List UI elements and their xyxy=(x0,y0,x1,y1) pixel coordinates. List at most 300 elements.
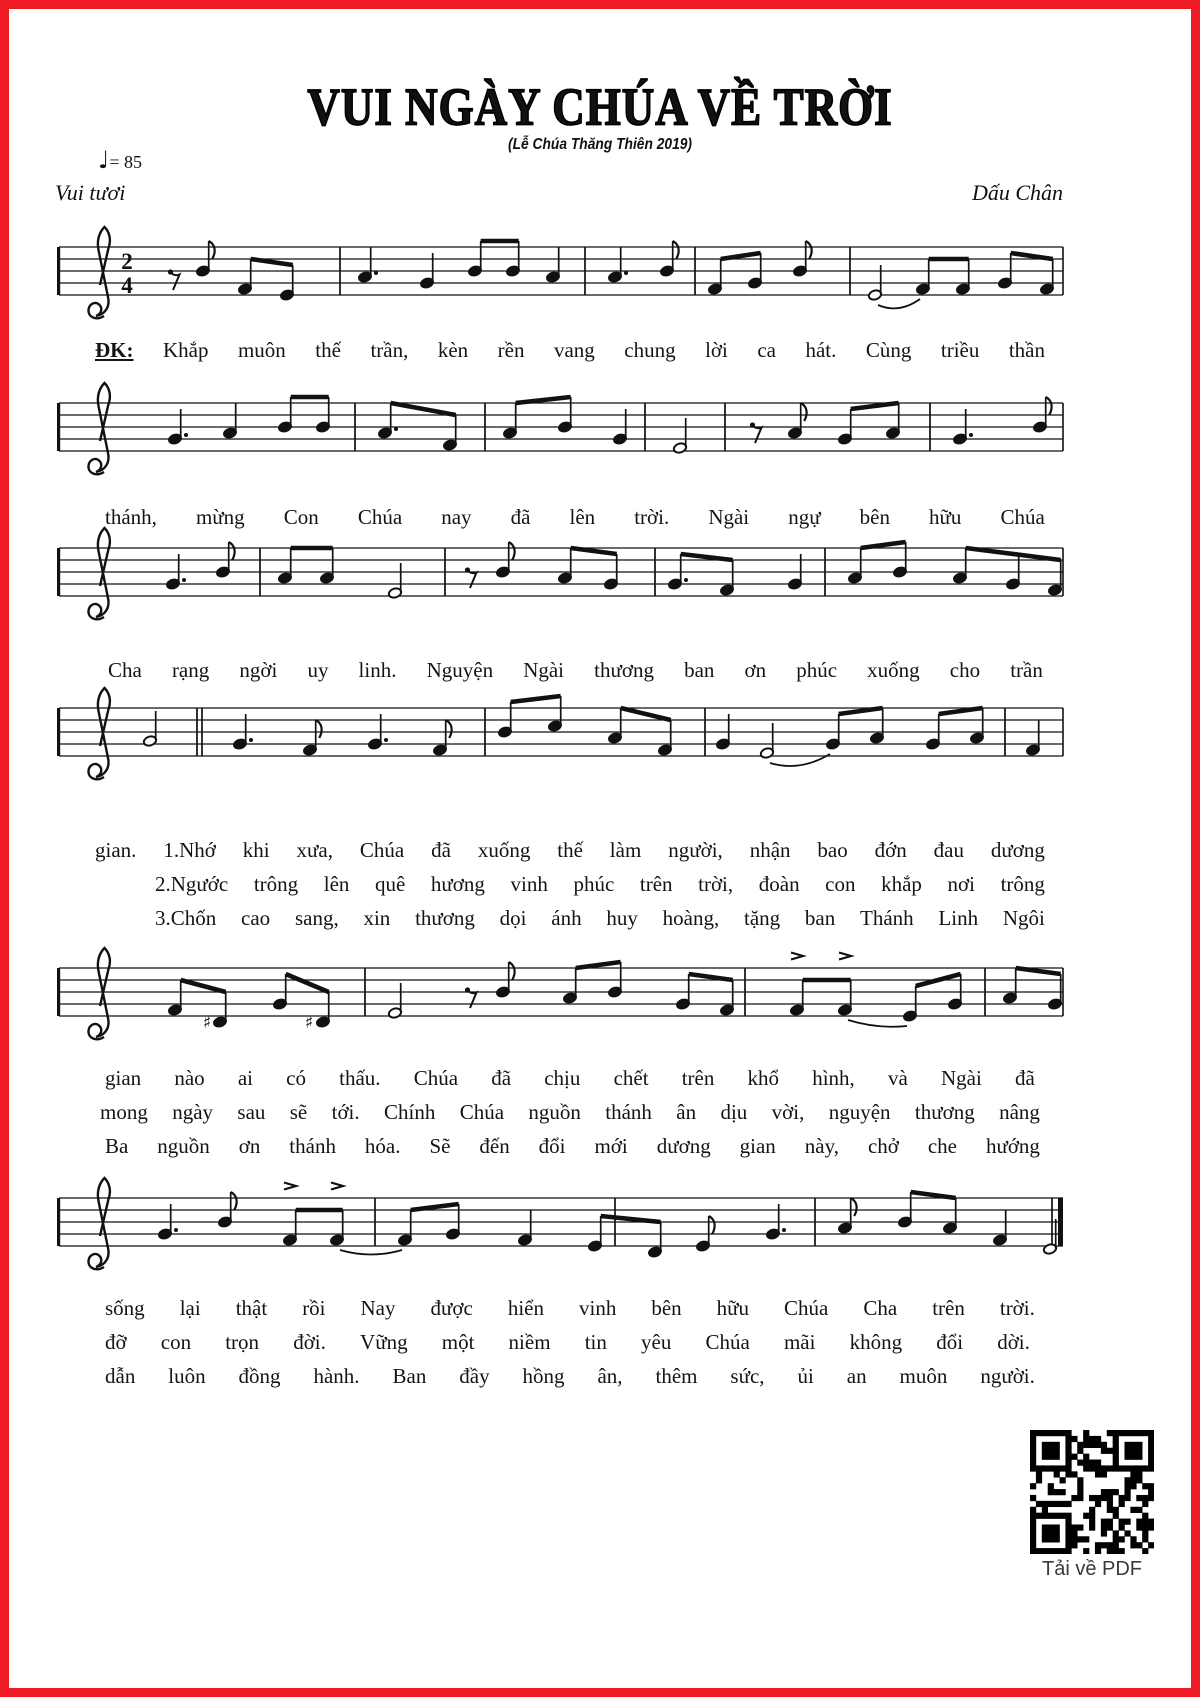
qr-module xyxy=(1077,1524,1083,1530)
beam xyxy=(286,974,329,992)
lyric-word: trên xyxy=(639,872,673,896)
system-bracket xyxy=(57,403,60,451)
lyric-word: ngời xyxy=(239,658,278,682)
lyric-word: đã xyxy=(510,505,531,529)
qr-module xyxy=(1130,1442,1136,1448)
staff-system-5 xyxy=(55,943,1065,1055)
lyric-word: vinh xyxy=(510,872,548,896)
qr-module xyxy=(1042,1548,1048,1554)
treble-clef-icon xyxy=(88,227,109,318)
lyric-word: hồng xyxy=(522,1364,565,1388)
eighth-flag xyxy=(1046,397,1052,415)
lyric-word: nguyện xyxy=(828,1100,891,1124)
expression-marking: Vui tươi xyxy=(55,180,126,205)
song-title: VUI NGÀY CHÚA VỀ TRỜI xyxy=(307,77,893,137)
qr-module xyxy=(1048,1513,1054,1519)
qr-module xyxy=(1142,1513,1148,1519)
qr-module xyxy=(1148,1519,1154,1525)
qr-module xyxy=(1136,1542,1142,1548)
eighth-flag xyxy=(851,1198,857,1216)
qr-module xyxy=(1030,1513,1036,1519)
composer-credit: Dấu Chân xyxy=(971,180,1063,205)
qr-module xyxy=(1124,1530,1130,1536)
qr-module xyxy=(1113,1548,1119,1554)
staff-system-4 xyxy=(55,683,1065,795)
quarter-note-icon: ♩ xyxy=(98,146,110,174)
tempo-marking xyxy=(98,146,142,174)
lyric-word: sức, xyxy=(730,1364,765,1388)
lyric-word: chung xyxy=(624,338,676,362)
lyric-word: trời, xyxy=(698,872,734,896)
qr-module xyxy=(1148,1460,1154,1466)
lyric-word: tặng xyxy=(743,906,781,930)
lyric-word: thánh xyxy=(605,1100,652,1124)
system-bracket xyxy=(57,1198,60,1246)
lyric-word: nào xyxy=(174,1066,205,1090)
lyric-word: ủi xyxy=(797,1364,814,1388)
lyric-word: chết xyxy=(613,1066,649,1090)
qr-module xyxy=(1065,1536,1071,1542)
lyric-word: nhận xyxy=(749,838,791,862)
beam xyxy=(1016,968,1061,974)
qr-module xyxy=(1042,1454,1048,1460)
lyric-word: một xyxy=(441,1330,475,1354)
lyric-word: xuống xyxy=(477,838,531,862)
lyric-word: không xyxy=(849,1330,903,1354)
qr-module xyxy=(1124,1442,1130,1448)
eighth-rest-icon xyxy=(468,571,477,588)
lyric-word: niềm xyxy=(508,1330,551,1354)
accent-mark xyxy=(839,953,851,960)
qr-module xyxy=(1048,1483,1054,1489)
lyric-word: chịu xyxy=(544,1066,581,1090)
lyric-word: trông xyxy=(1000,872,1045,896)
lyric-word: Ngài xyxy=(940,1066,982,1090)
lyric-word: con xyxy=(160,1330,192,1354)
lyric-word: tới. xyxy=(331,1100,360,1124)
augmentation-dot xyxy=(182,578,186,582)
lyric-word: Nguyện xyxy=(426,658,494,682)
qr-module xyxy=(1089,1513,1095,1519)
lyric-word: kèn xyxy=(437,338,469,362)
qr-module xyxy=(1071,1524,1077,1530)
augmentation-dot xyxy=(174,1228,178,1232)
augmentation-dot xyxy=(184,433,188,437)
lyric-word: 1.Nhớ xyxy=(163,838,216,862)
page-border-top xyxy=(0,0,1200,9)
qr-module xyxy=(1042,1430,1048,1436)
qr-module xyxy=(1095,1436,1101,1442)
qr-module xyxy=(1065,1519,1071,1525)
qr-module xyxy=(1048,1489,1054,1495)
lyric-word: thấu. xyxy=(339,1066,381,1090)
qr-module xyxy=(1048,1448,1054,1454)
qr-module xyxy=(1113,1507,1119,1513)
staff-system-6 xyxy=(55,1173,1065,1285)
qr-module xyxy=(1065,1471,1071,1477)
lyric-word: đổi xyxy=(538,1134,566,1158)
time-signature-top: 2 xyxy=(121,249,133,274)
lyric-word: dẫn xyxy=(105,1364,136,1388)
qr-module xyxy=(1089,1436,1095,1442)
lyric-word: Chúa xyxy=(413,1066,459,1090)
lyric-verse2-line-1 xyxy=(155,872,1045,897)
lyric-word: ĐK: xyxy=(95,338,134,362)
qr-module xyxy=(1148,1436,1154,1442)
lyric-word: nơi xyxy=(947,872,975,896)
qr-module xyxy=(1119,1548,1125,1554)
qr-module xyxy=(1136,1471,1142,1477)
lyric-word: ban xyxy=(684,658,715,682)
qr-module xyxy=(1107,1519,1113,1525)
tie-slur xyxy=(848,1020,907,1027)
lyric-word: an xyxy=(846,1364,867,1388)
lyric-word: nay xyxy=(441,505,472,529)
beam xyxy=(571,548,617,554)
qr-module xyxy=(1030,1430,1036,1436)
lyric-word: Ngôi xyxy=(1002,906,1045,930)
qr-module xyxy=(1030,1483,1036,1489)
qr-module xyxy=(1136,1507,1142,1513)
lyric-word: đỡ xyxy=(105,1330,127,1354)
treble-clef-icon xyxy=(88,528,109,619)
lyric-word: và xyxy=(887,1066,908,1090)
eighth-flag xyxy=(709,1216,715,1234)
qr-module xyxy=(1148,1448,1154,1454)
lyric-verse2-line-3 xyxy=(105,1330,1030,1355)
lyric-word: trọn xyxy=(225,1330,260,1354)
beam xyxy=(391,403,456,415)
qr-module xyxy=(1142,1430,1148,1436)
lyric-verse1-line-2 xyxy=(105,1066,1035,1091)
lyric-word: đau xyxy=(933,838,964,862)
lyric-word: hương xyxy=(430,872,485,896)
lyric-word: Chúa xyxy=(459,1100,505,1124)
system-bracket xyxy=(57,247,60,295)
song-subtitle: (Lễ Chúa Thăng Thiên 2019) xyxy=(507,135,693,154)
lyric-word: nguồn xyxy=(157,1134,210,1158)
lyric-word: đổi xyxy=(936,1330,964,1354)
lyric-word: hiển xyxy=(507,1296,544,1320)
qr-module xyxy=(1048,1454,1054,1460)
qr-module xyxy=(1065,1530,1071,1536)
lyric-word: cao xyxy=(241,906,271,930)
download-pdf-link[interactable]: Tải về PDF xyxy=(1041,1558,1143,1580)
qr-module xyxy=(1130,1536,1136,1542)
qr-module xyxy=(1113,1460,1119,1466)
qr-module xyxy=(1071,1495,1077,1501)
augmentation-dot xyxy=(394,427,398,431)
qr-module xyxy=(1124,1519,1130,1525)
qr-module xyxy=(1113,1542,1119,1548)
lyric-word: che xyxy=(927,1134,957,1158)
lyric-word: ban xyxy=(804,906,836,930)
beam xyxy=(966,548,1061,560)
lyric-word: Ban xyxy=(392,1364,427,1388)
qr-module xyxy=(1030,1454,1036,1460)
lyric-word: Chúa xyxy=(1000,505,1045,529)
augmentation-dot xyxy=(969,433,973,437)
qr-module xyxy=(1065,1442,1071,1448)
qr-module xyxy=(1065,1454,1071,1460)
lyric-word: đã xyxy=(431,838,451,862)
lyric-verse2-line-2 xyxy=(100,1100,1040,1125)
qr-module xyxy=(1030,1442,1036,1448)
qr-module xyxy=(1083,1454,1089,1460)
qr-module xyxy=(1077,1448,1083,1454)
qr-module xyxy=(1042,1536,1048,1542)
qr-module xyxy=(1124,1448,1130,1454)
lyric-word: ai xyxy=(237,1066,253,1090)
qr-module xyxy=(1136,1495,1142,1501)
qr-module xyxy=(1095,1460,1101,1466)
lyric-word: hữu xyxy=(716,1296,750,1320)
qr-module xyxy=(1065,1548,1071,1554)
lyric-word: gian xyxy=(105,1066,142,1090)
qr-module xyxy=(1054,1501,1060,1507)
lyric-word: dương xyxy=(990,838,1045,862)
lyric-word: ơn xyxy=(238,1134,261,1158)
qr-module xyxy=(1142,1465,1148,1471)
qr-module xyxy=(1101,1471,1107,1477)
qr-module xyxy=(1071,1536,1077,1542)
lyric-word: dọi xyxy=(499,906,527,930)
qr-module xyxy=(1101,1448,1107,1454)
lyric-word: thế xyxy=(557,838,583,862)
qr-module xyxy=(1107,1524,1113,1530)
lyric-word: bao xyxy=(817,838,848,862)
lyric-word: có xyxy=(286,1066,306,1090)
eighth-flag xyxy=(673,241,679,259)
qr-module xyxy=(1130,1477,1136,1483)
qr-module xyxy=(1065,1436,1071,1442)
qr-module xyxy=(1142,1501,1148,1507)
augmentation-dot xyxy=(684,578,688,582)
lyric-word: thêm xyxy=(655,1364,698,1388)
lyric-word: khi xyxy=(242,838,270,862)
lyric-word: ơn xyxy=(744,658,767,682)
beam xyxy=(911,1192,956,1198)
qr-module xyxy=(1083,1436,1089,1442)
beam xyxy=(516,397,571,403)
lyric-word: muôn xyxy=(237,338,286,362)
lyric-word: Chúa xyxy=(359,838,405,862)
qr-module xyxy=(1077,1460,1083,1466)
lyric-word: quê xyxy=(375,872,406,896)
treble-clef-icon xyxy=(88,1178,109,1269)
qr-module xyxy=(1060,1477,1066,1483)
qr-module xyxy=(1054,1448,1060,1454)
beam xyxy=(181,980,226,992)
qr-module xyxy=(1148,1430,1154,1436)
augmentation-dot xyxy=(374,271,378,275)
treble-clef-icon xyxy=(88,688,109,779)
lyric-word: thế xyxy=(315,338,341,362)
lyric-word: Ngài xyxy=(708,505,750,529)
lyric-word: hoàng, xyxy=(662,906,720,930)
qr-module xyxy=(1065,1448,1071,1454)
qr-module xyxy=(1113,1430,1119,1436)
qr-module xyxy=(1130,1507,1136,1513)
qr-module xyxy=(1119,1430,1125,1436)
qr-module xyxy=(1042,1530,1048,1536)
lyric-word: sang, xyxy=(294,906,339,930)
lyric-word: đã xyxy=(1014,1066,1035,1090)
qr-module xyxy=(1042,1507,1048,1513)
qr-module xyxy=(1124,1495,1130,1501)
lyric-word: Cha xyxy=(108,658,142,682)
lyric-word: người. xyxy=(980,1364,1035,1388)
lyric-word: Chính xyxy=(384,1100,436,1124)
qr-module xyxy=(1130,1448,1136,1454)
lyric-word: trông xyxy=(253,872,299,896)
qr-module xyxy=(1030,1524,1036,1530)
qr-module xyxy=(1101,1519,1107,1525)
eighth-rest-icon xyxy=(468,991,477,1008)
qr-module xyxy=(1095,1548,1101,1554)
qr-code-image[interactable] xyxy=(1030,1430,1154,1554)
qr-module xyxy=(1119,1536,1125,1542)
lyric-verse3-line-1 xyxy=(155,906,1045,931)
qr-module xyxy=(1148,1524,1154,1530)
qr-module xyxy=(1124,1430,1130,1436)
page-border-bottom xyxy=(0,1688,1200,1697)
qr-module xyxy=(1054,1430,1060,1436)
qr-module xyxy=(1107,1548,1113,1554)
qr-module xyxy=(1130,1465,1136,1471)
qr-module xyxy=(1030,1507,1036,1513)
lyric-word: được xyxy=(430,1296,473,1320)
lyric-word: Chúa xyxy=(784,1296,829,1320)
qr-module xyxy=(1136,1448,1142,1454)
qr-module xyxy=(1054,1471,1060,1477)
augmentation-dot xyxy=(384,738,388,742)
eighth-flag xyxy=(509,542,515,560)
lyric-word: nâng xyxy=(999,1100,1040,1124)
qr-module xyxy=(1107,1489,1113,1495)
qr-module xyxy=(1030,1436,1036,1442)
lyric-word: Chúa xyxy=(705,1330,750,1354)
qr-module xyxy=(1083,1548,1089,1554)
qr-module xyxy=(1054,1548,1060,1554)
lyric-word: Sẽ xyxy=(429,1134,451,1158)
qr-module xyxy=(1083,1442,1089,1448)
qr-module xyxy=(1054,1442,1060,1448)
qr-module xyxy=(1113,1530,1119,1536)
qr-module xyxy=(1119,1495,1125,1501)
lyric-refrain-line-1 xyxy=(95,338,1045,363)
qr-module xyxy=(1042,1501,1048,1507)
beam xyxy=(681,554,733,560)
qr-module xyxy=(1054,1524,1060,1530)
qr-module xyxy=(1089,1460,1095,1466)
lyric-word: sẽ xyxy=(289,1100,308,1124)
lyric-word: bên xyxy=(651,1296,682,1320)
lyric-word: lời xyxy=(705,338,728,362)
lyric-word: lên xyxy=(323,872,350,896)
treble-clef-icon xyxy=(88,383,109,474)
beam xyxy=(621,708,671,720)
qr-module xyxy=(1113,1436,1119,1442)
lyric-word: sống xyxy=(105,1296,145,1320)
qr-module xyxy=(1101,1530,1107,1536)
qr-module xyxy=(1060,1489,1066,1495)
lyric-word: 2.Ngước xyxy=(155,872,229,896)
lyric-word: triều xyxy=(940,338,980,362)
lyric-word: khắp xyxy=(881,872,922,896)
qr-module xyxy=(1130,1454,1136,1460)
qr-module xyxy=(1142,1530,1148,1536)
page-border-right xyxy=(1191,0,1200,1697)
qr-module xyxy=(1048,1530,1054,1536)
qr-module xyxy=(1077,1536,1083,1542)
eighth-flag xyxy=(446,720,452,738)
qr-module xyxy=(1036,1548,1042,1554)
qr-module xyxy=(1107,1448,1113,1454)
qr-module xyxy=(1030,1465,1036,1471)
lyric-word: cho xyxy=(949,658,981,682)
qr-code[interactable] xyxy=(1030,1430,1154,1554)
qr-module xyxy=(1107,1507,1113,1513)
qr-module xyxy=(1089,1524,1095,1530)
eighth-flag xyxy=(801,403,807,421)
qr-module xyxy=(1142,1548,1148,1554)
lyric-word: đầy xyxy=(459,1364,490,1388)
lyric-word: làm xyxy=(609,838,642,862)
qr-module xyxy=(1148,1495,1154,1501)
lyric-word: con xyxy=(825,872,856,896)
qr-module xyxy=(1095,1471,1101,1477)
eighth-flag xyxy=(806,241,812,259)
qr-module xyxy=(1148,1465,1154,1471)
lyric-word: đớn xyxy=(874,838,907,862)
qr-module xyxy=(1060,1465,1066,1471)
qr-module xyxy=(1095,1495,1101,1501)
lyric-word: đến xyxy=(479,1134,510,1158)
qr-module xyxy=(1042,1448,1048,1454)
lyric-word: luôn xyxy=(168,1364,206,1388)
lyric-word: gian xyxy=(739,1134,776,1158)
lyric-word: bên xyxy=(859,505,890,529)
qr-module xyxy=(1095,1501,1101,1507)
qr-module xyxy=(1042,1465,1048,1471)
qr-module xyxy=(1036,1465,1042,1471)
lyric-word: này, xyxy=(804,1134,839,1158)
lyric-word: Chúa xyxy=(357,505,403,529)
eighth-rest-icon xyxy=(753,426,762,443)
lyric-word: mới xyxy=(594,1134,628,1158)
qr-module xyxy=(1119,1519,1125,1525)
qr-module xyxy=(1142,1536,1148,1542)
lyric-word: hát. xyxy=(805,338,837,362)
qr-module xyxy=(1060,1548,1066,1554)
qr-module xyxy=(1054,1454,1060,1460)
lyric-word: hướng xyxy=(985,1134,1040,1158)
lyric-word: thương xyxy=(594,658,654,682)
lyric-word: xin xyxy=(363,906,391,930)
qr-module xyxy=(1101,1524,1107,1530)
qr-module xyxy=(1107,1495,1113,1501)
time-signature-bottom: 4 xyxy=(121,273,133,298)
lyric-word: khổ xyxy=(747,1066,780,1090)
lyric-word: Ngài xyxy=(523,658,565,682)
qr-module xyxy=(1054,1489,1060,1495)
tie-slur xyxy=(340,1250,402,1255)
lyric-word: ca xyxy=(757,338,776,362)
qr-module xyxy=(1136,1442,1142,1448)
qr-module xyxy=(1124,1465,1130,1471)
qr-module xyxy=(1113,1442,1119,1448)
